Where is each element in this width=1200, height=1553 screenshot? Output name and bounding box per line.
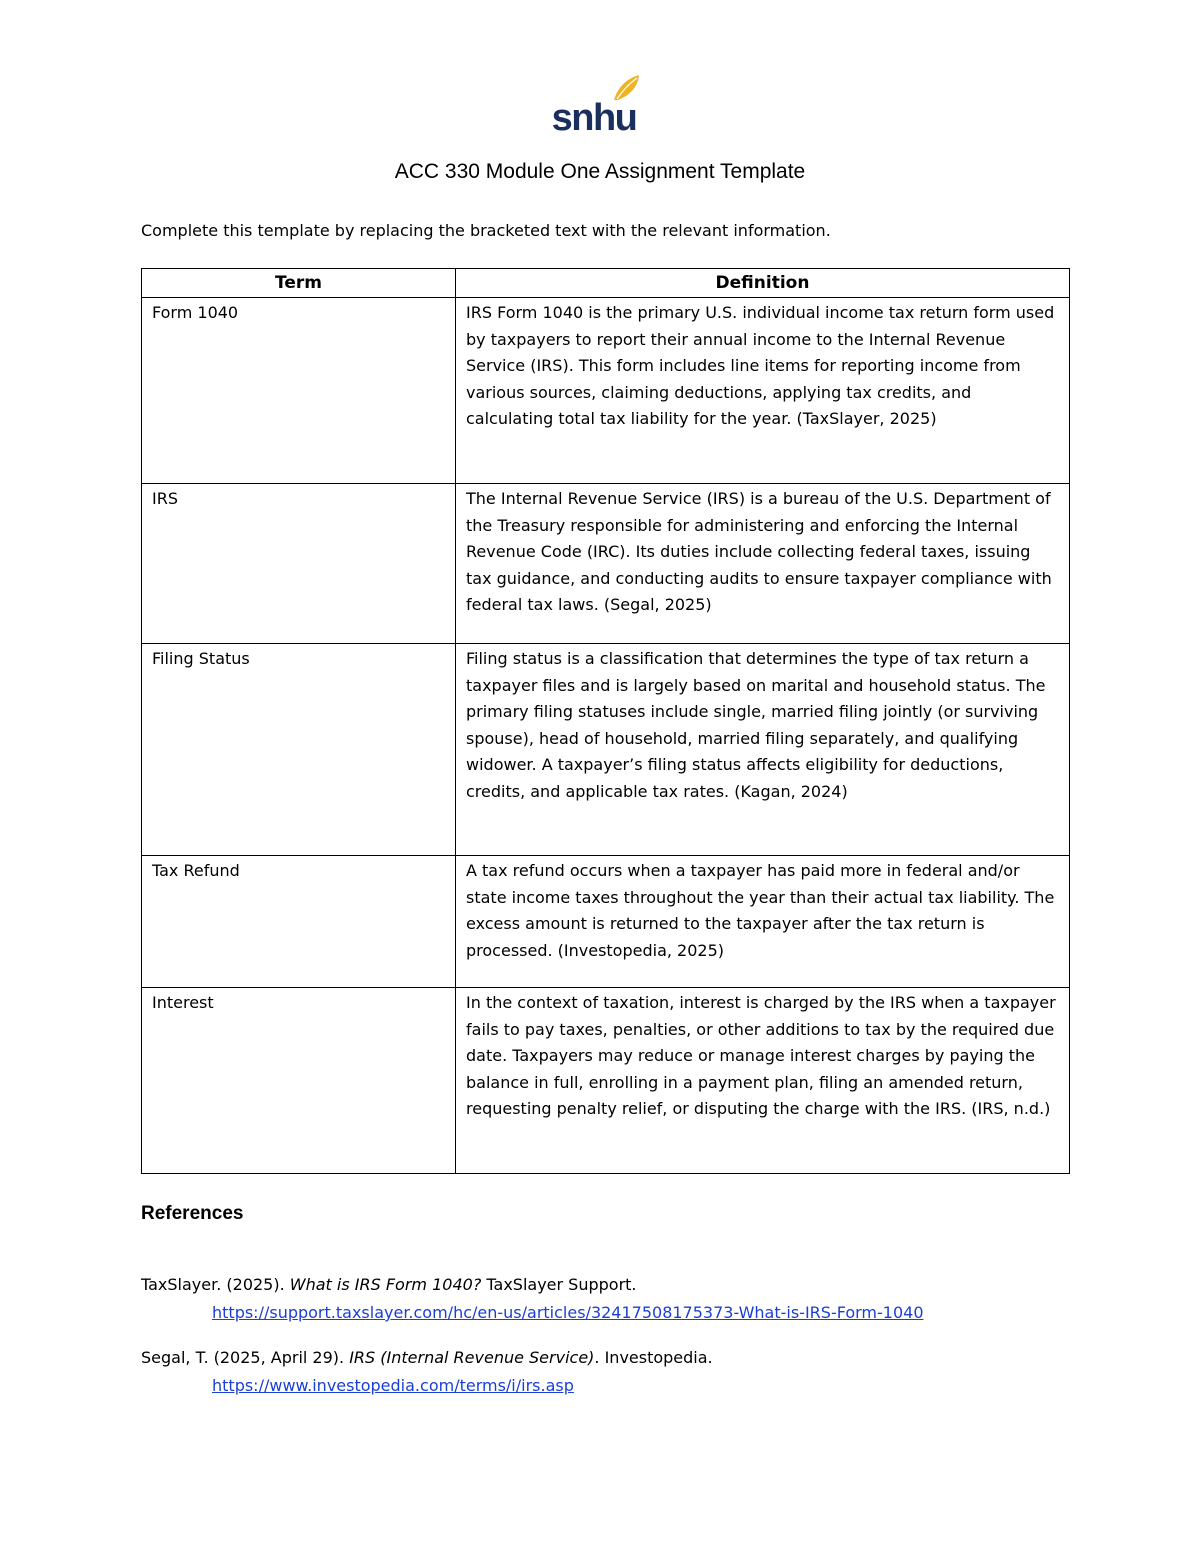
logo-text: snhu xyxy=(551,97,637,134)
table-row xyxy=(142,298,1070,484)
reference-title: IRS (Internal Revenue Service) xyxy=(349,1348,595,1367)
definition-cell: Filing status is a classification that determines the type of tax return a taxpayer files and is largely based on marital and household status. The primary filing statuses include single, married filing jointly (or surviving spouse), head of household, married filing separately, and qualifying widower. A taxpayer’s filing status affects eligibility for deductions, credits, and applicable tax rates. (Kagan, 2024) xyxy=(456,644,1070,856)
table-row xyxy=(142,988,1070,1174)
reference-author: TaxSlayer. (2025). xyxy=(141,1275,290,1294)
references-heading: References xyxy=(141,1203,244,1224)
definitions-table xyxy=(141,268,1070,1174)
term-cell: Form 1040 xyxy=(142,298,456,484)
reference-item xyxy=(141,1271,1071,1327)
table-row xyxy=(142,644,1070,856)
definition-cell: A tax refund occurs when a taxpayer has paid more in federal and/or state income taxes throughout the year than their actual tax liability. The excess amount is returned to the taxpayer after the tax return is processed. (Investopedia, 2025) xyxy=(456,856,1070,988)
reference-item xyxy=(141,1344,1071,1400)
reference-source: TaxSlayer Support. xyxy=(481,1275,637,1294)
table-row xyxy=(142,484,1070,644)
snhu-logo xyxy=(548,72,648,134)
reference-author: Segal, T. (2025, April 29). xyxy=(141,1348,350,1367)
page-title: ACC 330 Module One Assignment Template xyxy=(394,160,806,183)
term-cell: Tax Refund xyxy=(142,856,456,988)
table-header-row xyxy=(142,269,1070,298)
reference-source: . Investopedia. xyxy=(594,1348,713,1367)
reference-link[interactable]: https://www.investopedia.com/terms/i/irs.asp xyxy=(212,1376,574,1395)
term-header: Term xyxy=(142,269,456,298)
reference-link[interactable]: https://support.taxslayer.com/hc/en-us/articles/32417508175373-What-is-IRS-Form-1040 xyxy=(212,1303,924,1322)
definition-cell: The Internal Revenue Service (IRS) is a bureau of the U.S. Department of the Treasury responsible for administering and enforcing the Internal Revenue Code (IRC). Its duties include collecting federal taxes, issuing tax guidance, and conducting audits to ensure taxpayer compliance with federal tax laws. (Segal, 2025) xyxy=(456,484,1070,644)
definition-header: Definition xyxy=(456,269,1070,298)
term-cell: Interest xyxy=(142,988,456,1174)
instructions-text: Complete this template by replacing the bracketed text with the relevant information. xyxy=(141,221,831,240)
definition-cell: IRS Form 1040 is the primary U.S. individual income tax return form used by taxpayers to report their annual income to the Internal Revenue Service (IRS). This form includes line items for reporting income from various sources, claiming deductions, applying tax credits, and calculating total tax liability for the year. (TaxSlayer, 2025) xyxy=(456,298,1070,484)
table-row xyxy=(142,856,1070,988)
term-cell: IRS xyxy=(142,484,456,644)
reference-title: What is IRS Form 1040? xyxy=(289,1275,482,1294)
definition-cell: In the context of taxation, interest is charged by the IRS when a taxpayer fails to pay taxes, penalties, or other additions to tax by the required due date. Taxpayers may reduce or manage interest charges by paying the balance in full, enrolling in a payment plan, filing an amended return, requesting penalty relief, or disputing the charge with the IRS. (IRS, n.d.) xyxy=(456,988,1070,1174)
term-cell: Filing Status xyxy=(142,644,456,856)
